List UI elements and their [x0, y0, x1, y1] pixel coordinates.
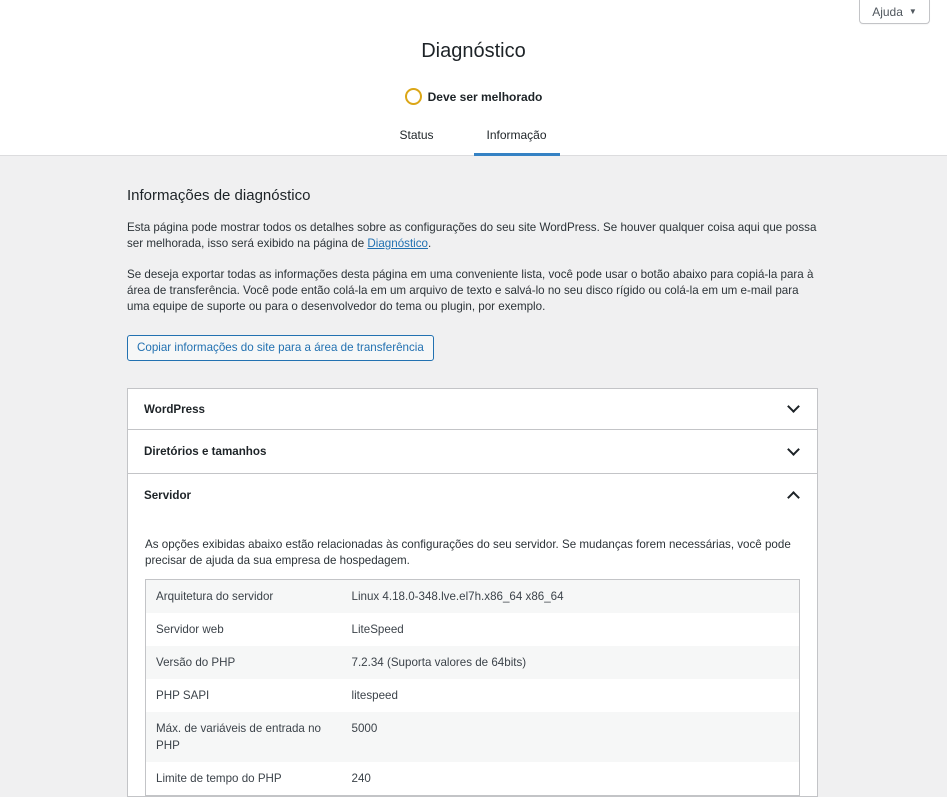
row-key: Limite de tempo do PHP: [156, 772, 282, 785]
row-value: Linux 4.18.0-348.lve.el7h.x86_64 x86_64: [351, 590, 564, 603]
help-button[interactable]: [859, 0, 930, 24]
row-key: Máx. de variáveis de entrada no PHP: [156, 722, 321, 752]
page-title: Diagnóstico: [421, 40, 526, 62]
row-key: PHP SAPI: [156, 689, 210, 702]
table-row: [146, 613, 800, 646]
help-label: Ajuda: [872, 4, 903, 19]
row-key: Versão do PHP: [156, 656, 236, 669]
accordion-servidor[interactable]: [128, 474, 817, 516]
table-row: [146, 762, 800, 796]
main-content: [127, 156, 818, 797]
chevron-down-icon: [787, 400, 800, 413]
table-row: [146, 679, 800, 712]
accordion-label: Servidor: [144, 488, 192, 502]
row-value: 7.2.34 (Suporta valores de 64bits): [351, 656, 527, 669]
accordion-label: WordPress: [144, 402, 205, 416]
tab-status[interactable]: Status: [399, 128, 434, 142]
export-paragraph: Se deseja exportar todas as informações desta página em uma conveniente lista, você pode usar o botão abaixo para copiá-la para à área de transferência. Você pode então colá-la em um arquivo de texto e salvá-lo no seu disco rígido ou colá-la em um e-mail para uma equipe de suporte ou para o desenvolvedor do tema ou plugin, por exemplo.: [127, 268, 814, 313]
intro-text: Esta página pode mostrar todos os detalhes sobre as configurações do seu site WordPress. Se houver qualquer coisa aqui que possa ser melhorada, isso será exibido na página de: [127, 221, 817, 250]
accordion-label: Diretórios e tamanhos: [144, 445, 267, 458]
server-description: As opções exibidas abaixo estão relacionadas às configurações do seu servidor. Se mudanças forem necessárias, você pode precisar de ajuda da sua empresa de hospedagem.: [145, 538, 791, 567]
server-panel: [128, 516, 817, 796]
tab-informacao[interactable]: Informação: [474, 118, 560, 156]
row-value: LiteSpeed: [351, 623, 404, 636]
row-value: litespeed: [351, 689, 398, 702]
copy-site-info-button[interactable]: Copiar informações do site para a área de transferência: [127, 335, 434, 361]
intro-end: .: [428, 237, 432, 250]
server-table: [145, 579, 800, 796]
table-row: [146, 580, 800, 614]
tab-bar: [0, 118, 947, 156]
status-label: Deve ser melhorado: [427, 89, 543, 104]
health-status: [0, 88, 947, 105]
accordion-diretorios[interactable]: [128, 430, 817, 474]
table-row: [146, 712, 800, 762]
row-value: 240: [351, 772, 371, 785]
status-ring-icon: [405, 88, 422, 105]
row-key: Arquitetura do servidor: [156, 590, 274, 603]
section-title: Informações de diagnóstico: [127, 187, 311, 204]
accordion: [127, 388, 818, 797]
table-row: [146, 646, 800, 679]
triangle-down-icon: ▼: [908, 7, 917, 16]
chevron-down-icon: [787, 443, 800, 456]
row-key: Servidor web: [156, 623, 224, 636]
diagnostico-link[interactable]: Diagnóstico: [367, 237, 428, 250]
chevron-up-icon: [787, 491, 800, 504]
page-header: [0, 0, 947, 156]
row-value: 5000: [351, 722, 378, 735]
accordion-wordpress[interactable]: [128, 389, 817, 430]
intro-paragraph: [127, 220, 818, 252]
